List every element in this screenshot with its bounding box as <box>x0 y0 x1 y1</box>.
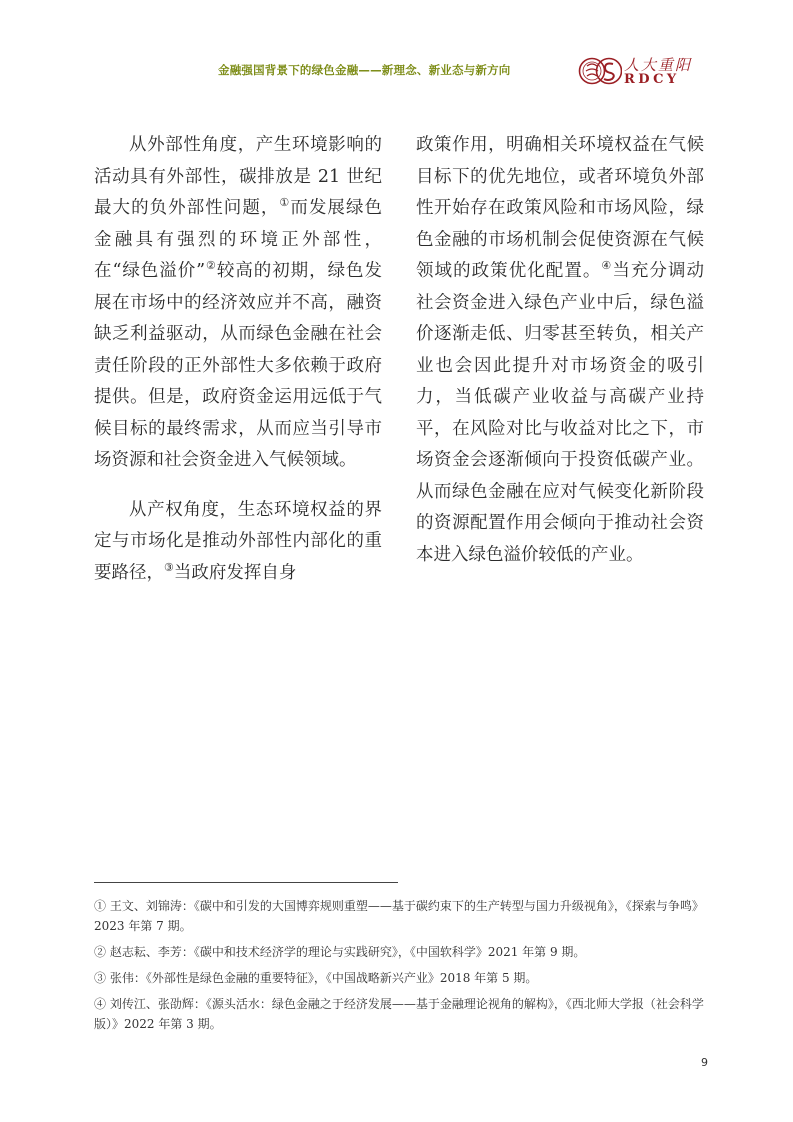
footnote-item: ① 王文、刘锦涛：《碳中和引发的大国博弈规则重塑——基于碳约束下的生产转型与国力升级视角》，《探索与争鸣》2023 年第 7 期。 <box>94 899 704 933</box>
body-column-right <box>416 130 704 571</box>
footnote-ref: ② <box>205 259 217 272</box>
footnote-ref: ③ <box>164 560 174 574</box>
logo-chinese-text: 人大重阳 <box>624 56 693 74</box>
paragraph <box>94 495 382 590</box>
logo-english-text: RDCY <box>624 72 680 87</box>
footnote-item: ③ 张伟：《外部性是绿色金融的重要特征》，《中国战略新兴产业》2018 年第 5 期。 <box>94 971 538 985</box>
footnote-ref: ④ <box>601 259 613 272</box>
running-header-title: 金融强国背景下的绿色金融——新理念、新业态与新方向 <box>218 63 511 77</box>
paragraph <box>416 130 704 571</box>
footnote-divider <box>94 882 398 883</box>
paragraph-text: 从产权角度，生态环境权益的界定与市场化是推动外部性内部化的重要路径， <box>94 499 382 583</box>
rdcy-emblem-icon <box>578 52 622 90</box>
footnote-item: ② 赵志耘、李芳：《碳中和技术经济学的理论与实践研究》，《中国软科学》2021 年第 9 期。 <box>94 945 586 959</box>
paragraph-text: 政策作用，明确相关环境权益在气候目标下的优先地位，或者环境负外部性开始存在政策风险和市场风险，绿色金融的市场机制会促使资源在气候领域的政策优化配置。 <box>416 135 704 281</box>
paragraph-text: 而发展绿色金融具有强烈的环境正外部性，在“绿色溢价” <box>94 198 382 281</box>
footnotes <box>94 896 704 1040</box>
paragraph-text: 从外部性角度，产生环境影响的活动具有外部性，碳排放是 21 世纪最大的负外部性问题， <box>94 135 382 218</box>
body-column-left <box>94 130 382 589</box>
paragraph-text: 当政府发挥自身 <box>173 562 297 583</box>
footnote-item: ④ 刘传江、张劭辉：《源头活水：绿色金融之于经济发展——基于金融理论视角的解构》，《西北师大学报（社会科学版）》2022 年第 3 期。 <box>94 997 704 1031</box>
page-number: 9 <box>701 1056 708 1069</box>
footnote-ref: ① <box>279 196 291 209</box>
paragraph <box>94 130 382 477</box>
rdcy-logo <box>578 52 708 90</box>
paragraph-text: 较高的初期，绿色发展在市场中的经济效应并不高，融资缺乏利益驱动，从而绿色金融在社会责任阶段的正外部性大多依赖于政府提供。但是，政府资金运用远低于气候目标的最终需求，从而应当引导市场资源和社会资金进入气候领域。 <box>94 261 382 470</box>
paragraph-text: 当充分调动社会资金进入绿色产业中后，绿色溢价逐渐走低、归零甚至转负，相关产业也会因此提升对市场资金的吸引力，当低碳产业收益与高碳产业持平，在风险对比与收益对比之下，市场资金会逐渐倾向于投资低碳产业。从而绿色金融在应对气候变化新阶段的资源配置作用会倾向于推动社会资本进入绿色溢价较低的产业。 <box>416 261 704 565</box>
